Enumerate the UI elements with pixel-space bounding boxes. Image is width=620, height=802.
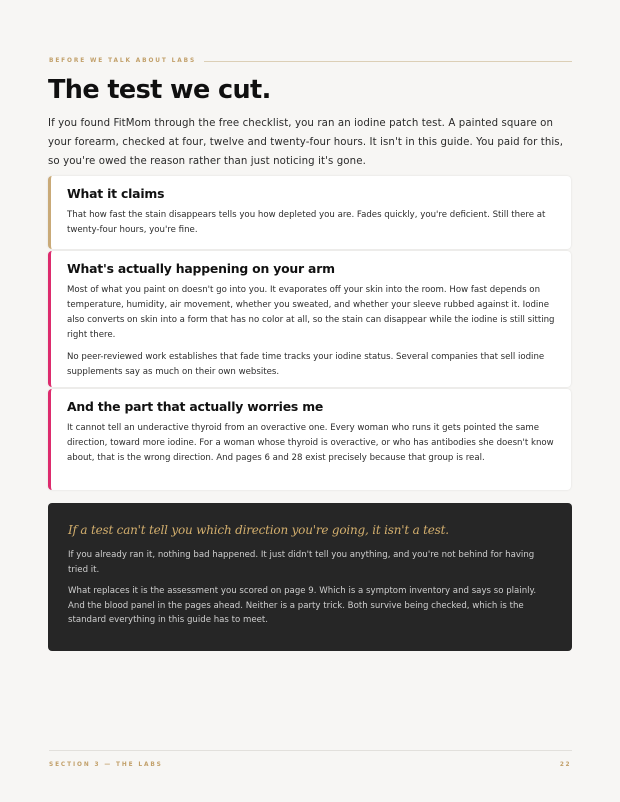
worries-card	[48, 389, 571, 490]
callout-text-2: What replaces it is the assessment you scored on page 9. Which is a symptom inventory and says so plainly. And the blood panel in the pages ahead. Neither is a party trick. Both survive being checked, which is the standard everything in this guide has to meet.	[68, 586, 537, 626]
claims-card	[48, 176, 571, 249]
callout-text-1: If you already ran it, nothing bad happened. It just didn't tell you anything, and you're not behind for having tried it.	[68, 550, 535, 575]
footer-section-label: SECTION 3 — THE LABS	[49, 762, 163, 768]
callout-panel	[48, 503, 572, 651]
kicker-label: BEFORE WE TALK ABOUT LABS	[49, 58, 197, 64]
happening-card-text-1: Most of what you paint on doesn't go into you. It evaporates off your skin into the room. How fast depends on temperature, humidity, air movement, whether you sweated, and whether your sleeve rubbed against it. Iodine also converts on skin into a form that has no color at all, so the stain can disappear while the iodine is still sitting right there.	[67, 285, 555, 341]
section-kicker	[49, 56, 572, 66]
claims-card-title: What it claims	[67, 186, 165, 201]
page-title: The test we cut.	[48, 75, 271, 105]
worries-card-title: And the part that actually worries me	[67, 399, 324, 414]
kicker-divider	[204, 61, 572, 62]
worries-card-text: It cannot tell an underactive thyroid from an overactive one. Every woman who runs it gets pointed the same direction, toward more iodine. For a woman whose thyroid is overactive, or who has antibodies she doesn't know about, that is the wrong direction. And pages 6 and 28 exist precisely because that group is real.	[67, 423, 554, 464]
happening-card-text-2: No peer-reviewed work establishes that fade time tracks your iodine status. Several companies that sell iodine supplements say as much on their own websites.	[67, 352, 545, 378]
intro-paragraph: If you found FitMom through the free checklist, you ran an iodine patch test. A painted square on your forearm, checked at four, twelve and twenty-four hours. It isn't in this guide. You paid for this, so you're owed the reason rather than just noticing it's gone.	[48, 118, 564, 168]
footer-divider	[49, 750, 572, 751]
page-number: 22	[559, 762, 571, 768]
happening-card	[48, 251, 571, 387]
happening-card-title: What's actually happening on your arm	[67, 261, 335, 276]
callout-quote: If a test can't tell you which direction you're going, it isn't a test.	[68, 523, 449, 537]
claims-card-text: That how fast the stain disappears tells you how depleted you are. Fades quickly, you're deficient. Still there at twenty-four hours, you're fine.	[67, 210, 546, 236]
